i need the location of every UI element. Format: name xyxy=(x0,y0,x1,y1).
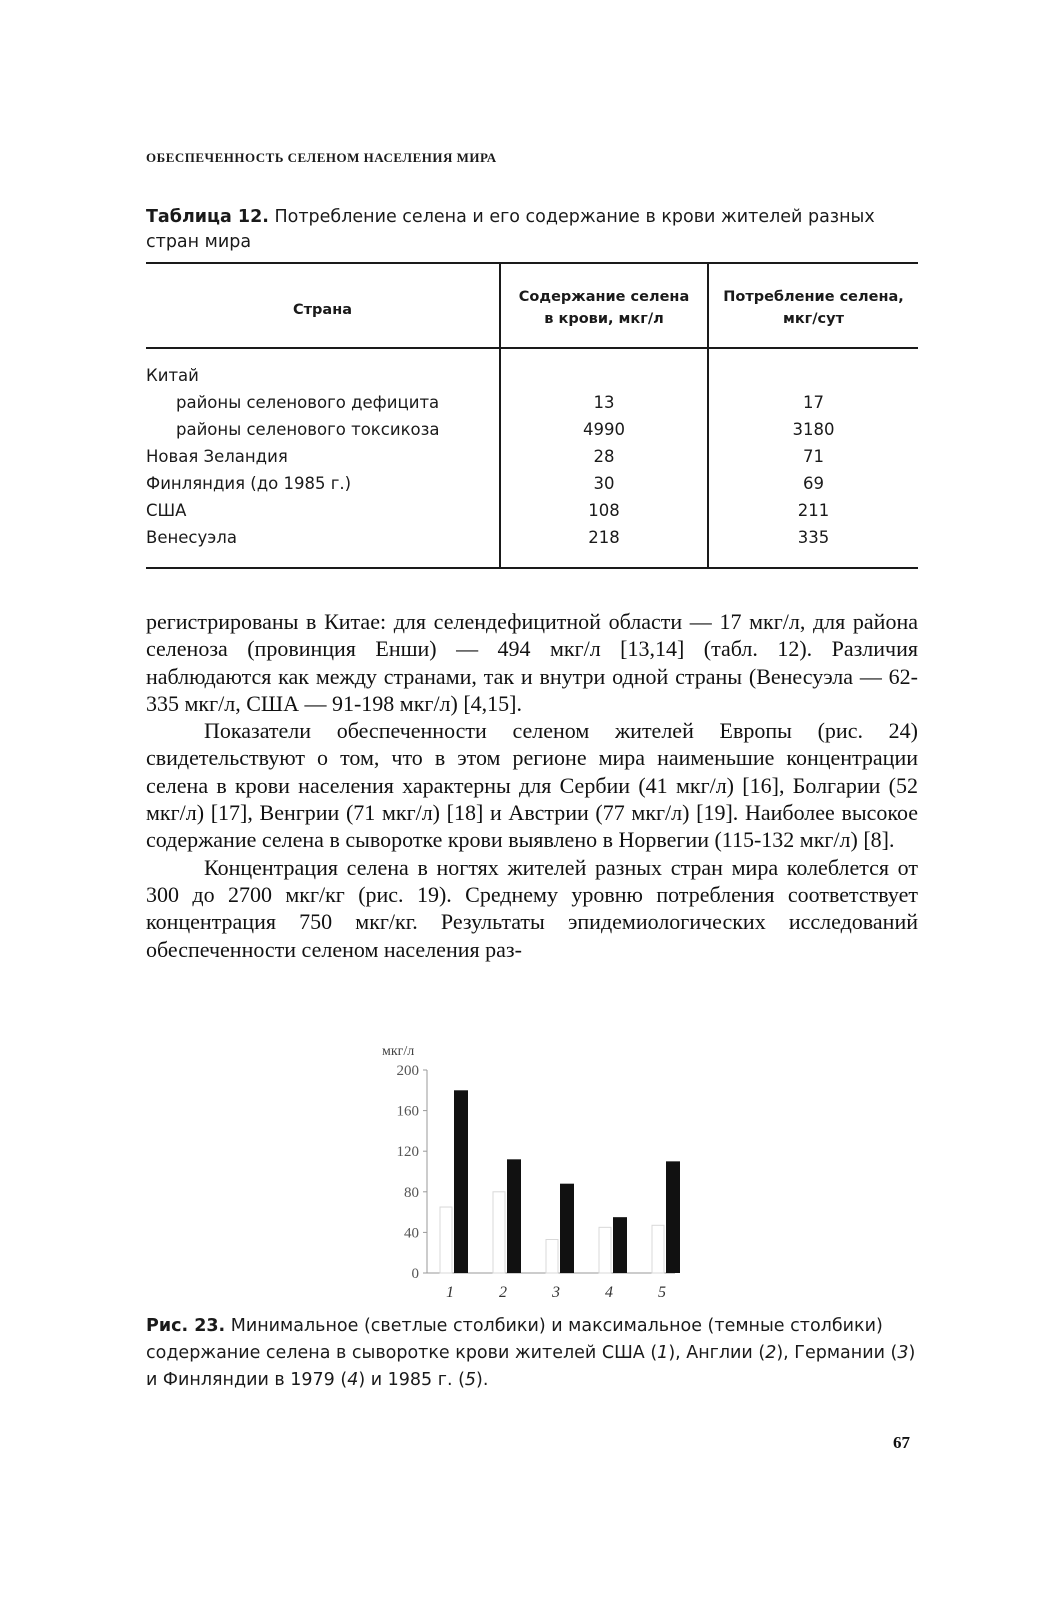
row-intake: 17 xyxy=(803,393,824,412)
paragraph-2: Показатели обеспеченности селеном жителей Европы (рис. 24) свидетельствуют о том, что в этом регионе мира наименьшие концентрации селена в крови населения характерны для Сербии (41 мкг/л) [16], Болгарии (52 мкг/л) [17], Венгрии (71 мкг/л) [18] и Австрии (77 мкг/л) [19]. Наиболее высокое содержание селена в сыворотке крови выявлено в Норвегии (115-132 мкг/л) [8]. xyxy=(146,718,918,853)
table-top-rule xyxy=(146,262,918,264)
bar-min xyxy=(652,1225,664,1273)
row-country: районы селенового токсикоза xyxy=(176,420,440,439)
bar-min xyxy=(546,1240,558,1273)
y-tick-label: 120 xyxy=(396,1144,419,1161)
row-blood: 30 xyxy=(593,474,615,493)
header-blood-line1: Содержание селена xyxy=(518,289,690,305)
x-category-label: 3 xyxy=(552,1284,560,1301)
row-country: Финляндия (до 1985 г.) xyxy=(146,474,352,493)
y-tick-label: 0 xyxy=(411,1266,419,1282)
row-country: Китай xyxy=(146,366,199,385)
running-head: ОБЕСПЕЧЕННОСТЬ СЕЛЕНОМ НАСЕЛЕНИЯ МИРА xyxy=(146,150,497,165)
x-category-label: 5 xyxy=(658,1284,666,1301)
y-tick-label: 40 xyxy=(404,1225,419,1242)
x-category-label: 4 xyxy=(605,1284,613,1301)
table-caption-label: Таблица 12. xyxy=(146,207,269,227)
header-country: Страна xyxy=(292,302,352,318)
row-country: Венесуэла xyxy=(146,528,237,547)
row-blood: 108 xyxy=(588,501,620,520)
bar-min xyxy=(440,1207,452,1273)
table-caption xyxy=(146,205,921,255)
figure-caption-num: 4 xyxy=(347,1370,359,1390)
figure-caption-text: ), Германии ( xyxy=(776,1343,898,1363)
figure-caption xyxy=(146,1313,921,1394)
row-intake: 3180 xyxy=(792,420,835,439)
figure-caption-num: 1 xyxy=(657,1343,669,1363)
row-intake: 69 xyxy=(803,474,824,493)
page-number: 67 xyxy=(893,1433,910,1452)
x-category-label: 1 xyxy=(446,1284,454,1301)
header-intake-line2: мкг/сут xyxy=(782,311,845,327)
figure-caption-text: ) и 1985 г. ( xyxy=(358,1370,465,1390)
figure-caption-text: Минимальное (светлые столбики) и максимальное (темные столбики) содержание селена в сыворотке крови жителей США ( xyxy=(146,1316,883,1363)
header-blood-line2: в крови, мкг/л xyxy=(544,311,664,327)
figure-caption-text: ), Англии ( xyxy=(668,1343,766,1363)
figure-caption-label: Рис. 23. xyxy=(146,1316,226,1336)
y-axis-label: мкг/л xyxy=(382,1044,415,1059)
y-tick-label: 200 xyxy=(396,1063,419,1079)
row-country: Новая Зеландия xyxy=(146,447,288,466)
y-tick-label: 160 xyxy=(396,1103,419,1120)
figure-caption-num: 3 xyxy=(897,1343,909,1363)
figure-caption-num: 5 xyxy=(464,1370,477,1390)
data-table xyxy=(146,262,918,570)
figure-caption-num: 2 xyxy=(765,1343,777,1363)
body-text xyxy=(146,608,918,963)
row-country: районы селенового дефицита xyxy=(176,393,440,412)
header-intake-line1: Потребление селена, xyxy=(723,289,904,305)
row-country: США xyxy=(146,501,187,520)
header-blood xyxy=(501,286,707,330)
row-intake: 211 xyxy=(797,501,830,520)
header-intake xyxy=(709,286,918,330)
row-intake: 71 xyxy=(803,447,824,466)
bar-max xyxy=(454,1090,468,1273)
row-blood: 4990 xyxy=(583,420,625,439)
row-blood: 218 xyxy=(588,528,620,547)
table-bottom-rule xyxy=(146,567,918,569)
bar-min xyxy=(599,1227,611,1273)
bar-max xyxy=(507,1159,521,1273)
paragraph-3: Концентрация селена в ногтях жителей разных стран мира колеблется от 300 до 2700 мкг/кг (рис. 19). Среднему уровню потребления соответствует концентрация 750 мкг/кг. Результаты эпидемиологических исследований обеспеченности селеном населения раз- xyxy=(146,854,918,962)
figure-caption-text: ) и Финляндии в 1979 ( xyxy=(146,1343,916,1390)
row-blood: 13 xyxy=(593,393,615,412)
bar-min xyxy=(493,1192,505,1273)
row-intake: 335 xyxy=(797,528,830,547)
table-caption-text: Потребление селена и его содержание в крови жителей разных стран мира xyxy=(146,207,875,252)
paragraph-1: регистрированы в Китае: для селендефицитной области — 17 мкг/л, для района селеноза (провинция Енши) — 494 мкг/л [13,14] (табл. 12). Различия наблюдаются как между странами, так и внутри одной страны (Венесуэла — 62-335 мкг/л, США — 91-198 мкг/л) [4,15]. xyxy=(146,609,918,716)
bar-max xyxy=(613,1217,627,1273)
figure-caption-text: ). xyxy=(476,1370,489,1390)
bar-max xyxy=(666,1161,680,1273)
y-tick-label: 80 xyxy=(404,1184,419,1201)
row-blood: 28 xyxy=(593,447,615,466)
bar-max xyxy=(560,1184,574,1273)
table-header-rule xyxy=(146,347,918,349)
bar-chart xyxy=(370,1035,690,1305)
x-category-label: 2 xyxy=(499,1284,507,1301)
